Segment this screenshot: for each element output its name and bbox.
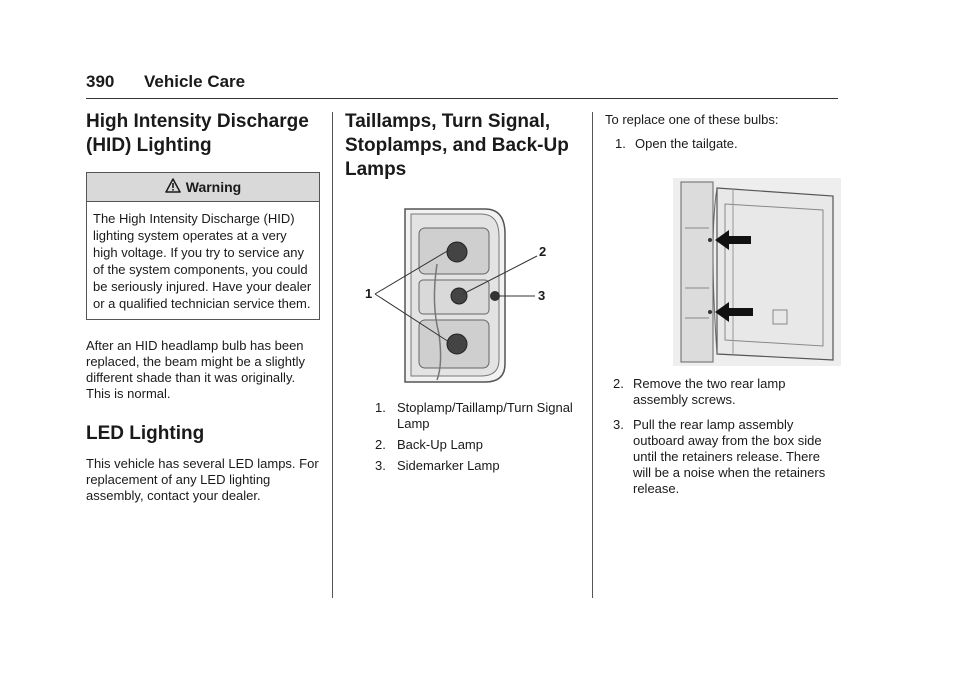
callout-3: 3 xyxy=(538,288,546,303)
column-3 xyxy=(605,110,841,497)
tailgate-illustration xyxy=(673,178,841,366)
page-header xyxy=(86,72,838,98)
legend-item: 1. Stoplamp/Taillamp/Turn Signal Lamp xyxy=(375,400,573,431)
steps-intro: To replace one of these bulbs: xyxy=(605,112,779,127)
led-paragraph: This vehicle has several LED lamps. For replacement of any LED lighting assembly, contact your dealer. xyxy=(86,456,319,503)
legend-item: 2. Back-Up Lamp xyxy=(375,437,483,452)
step-item: 1. Open the tailgate. xyxy=(615,136,738,151)
warning-triangle-icon xyxy=(165,178,181,196)
legend-item: 3. Sidemarker Lamp xyxy=(375,458,500,473)
step-item: 3. Pull the rear lamp assembly outboard away from the box side until the retainers release. There will be a noise when the retainers release. xyxy=(613,417,826,496)
column-divider-2 xyxy=(592,112,593,598)
warning-header xyxy=(87,173,319,202)
column-1 xyxy=(86,110,320,504)
taillamp-heading: Taillamps, Turn Signal, Stoplamps, and Back-Up Lamps xyxy=(345,111,569,180)
warning-title: Warning xyxy=(185,179,242,195)
step-item: 2. Remove the two rear lamp assembly screws. xyxy=(613,376,786,407)
taillamp-illustration xyxy=(345,204,577,374)
page-number: 390 xyxy=(86,72,115,91)
warning-body: The High Intensity Discharge (HID) lighting system operates at a very high voltage. If you try to service any of the system components, you could be seriously injured. Have your dealer or a qualified technician service them. xyxy=(93,211,312,311)
column-divider-1 xyxy=(332,112,333,598)
hid-paragraph: After an HID headlamp bulb has been replaced, the beam might be a slightly different shade than it was originally. This is normal. xyxy=(86,338,305,401)
figure-legend xyxy=(345,400,577,474)
header-divider xyxy=(86,98,838,99)
callout-2: 2 xyxy=(539,244,547,259)
section-title: Vehicle Care xyxy=(144,72,246,91)
column-2 xyxy=(345,110,577,479)
hid-heading: High Intensity Discharge (HID) Lighting xyxy=(86,111,309,156)
warning-box xyxy=(86,172,320,320)
callout-1: 1 xyxy=(365,286,373,301)
led-heading: LED Lighting xyxy=(86,423,205,444)
